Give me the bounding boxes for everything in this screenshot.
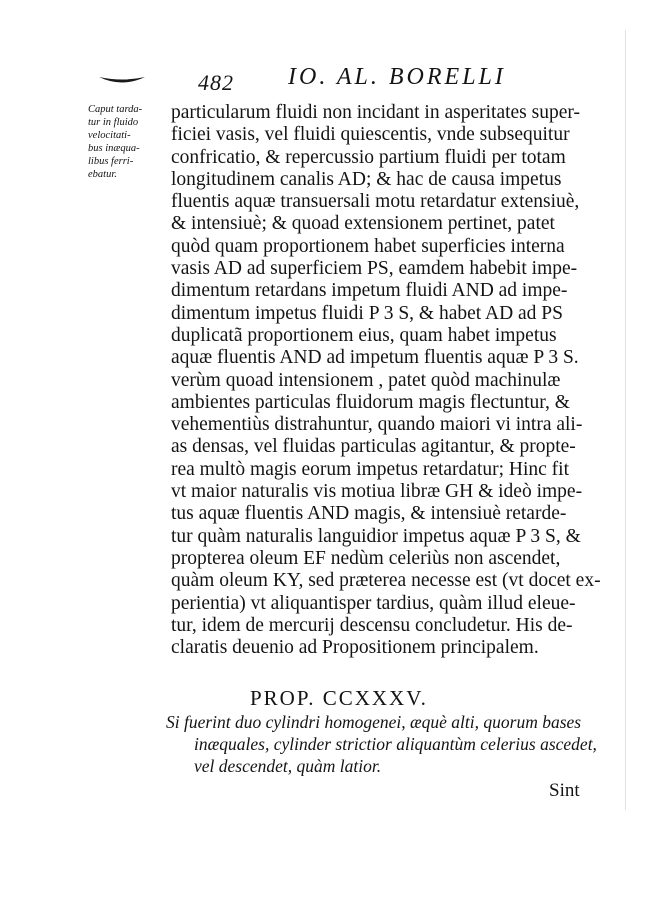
text-line: verùm quoad intensionem , patet quòd machinulæ <box>171 369 561 391</box>
text-line: tus aquæ fluentis AND magis, & intensiuè retarde- <box>171 503 567 525</box>
page-number: 482 <box>198 70 234 95</box>
statement-line: Si fuerint duo cylindri homogenei, æquè alti, quorum bases <box>166 712 582 732</box>
text-line: as densas, vel fluidas particulas agitantur, & propte- <box>171 436 576 458</box>
text-line: aquæ fluentis AND ad impetum fluentis aquæ P 3 S. <box>171 347 579 369</box>
text-line: confricatio, & repercussio partium fluidi per totam <box>171 146 566 168</box>
marginal-note-line: bus inæqua- <box>88 143 140 154</box>
marginal-note-line: Caput tarda- <box>88 104 143 115</box>
running-title: IO. AL. BORELLI <box>288 64 506 90</box>
marginal-note-line: ebatur. <box>88 169 117 180</box>
text-line: quàm oleum KY, sed præterea necesse est (vt docet ex- <box>171 570 601 592</box>
text-line: vt maior naturalis vis motiua libræ GH & ideò impe- <box>171 481 583 503</box>
marginal-note-line: velocitati- <box>88 130 131 141</box>
text-line: vehementiùs distrahuntur, quando maiori vi intra ali- <box>171 414 583 436</box>
text-line: tur, idem de mercurij descensu concludetur. His de- <box>171 614 573 636</box>
text-line: quòd quam proportionem habet superficies interna <box>171 235 565 257</box>
body-text <box>171 102 601 659</box>
text-line: fluentis aquæ transuersali motu retardatur extensiuè, <box>171 191 580 213</box>
text-line: vasis AD ad superficiem PS, eamdem habebit impe- <box>171 258 578 280</box>
text-line: dimentum retardans impetum fluidi AND ad impe- <box>171 280 568 302</box>
statement-line: vel descendet, quàm latior. <box>194 756 382 776</box>
proposition-heading: PROP. CCXXXV. <box>250 686 428 710</box>
text-line: rea multò magis eorum impetus retardatur; Hinc fit <box>171 458 570 480</box>
text-line: duplicatã proportionem eius, quam habet impetus <box>171 324 557 346</box>
marginal-note <box>88 103 174 181</box>
text-line: dimentum impetus fluidi P 3 S, & habet AD ad PS <box>171 302 563 324</box>
text-line: ambientes particulas fluidorum magis flectuntur, & <box>171 391 570 413</box>
ornament-swash-icon <box>98 74 146 86</box>
marginal-note-line: libus ferri- <box>88 156 134 167</box>
text-line: longitudinem canalis AD; & hac de causa impetus <box>171 168 562 190</box>
marginal-note-line: tur in fluido <box>88 117 139 128</box>
page-edge-line <box>625 30 626 810</box>
text-line: particularum fluidi non incidant in asperitates super- <box>171 102 580 123</box>
text-line: perientia) vt aliquantisper tardius, quàm illud eleue- <box>171 592 576 614</box>
statement-line: inæquales, cylinder strictior aliquantùm celerius ascedet, <box>194 734 597 754</box>
text-line: & intensiuè; & quoad extensionem pertinet, patet <box>171 213 555 235</box>
text-line: claratis deuenio ad Propositionem principalem. <box>171 637 539 659</box>
text-line: ficiei vasis, vel fluidi quiescentis, vnde subsequitur <box>171 124 570 146</box>
catchword: Sint <box>549 780 580 801</box>
proposition-statement <box>166 711 606 777</box>
text-line: propterea oleum EF nedùm celeriùs non ascendet, <box>171 547 561 569</box>
text-line: tur quàm naturalis languidior impetus aquæ P 3 S, & <box>171 525 581 547</box>
